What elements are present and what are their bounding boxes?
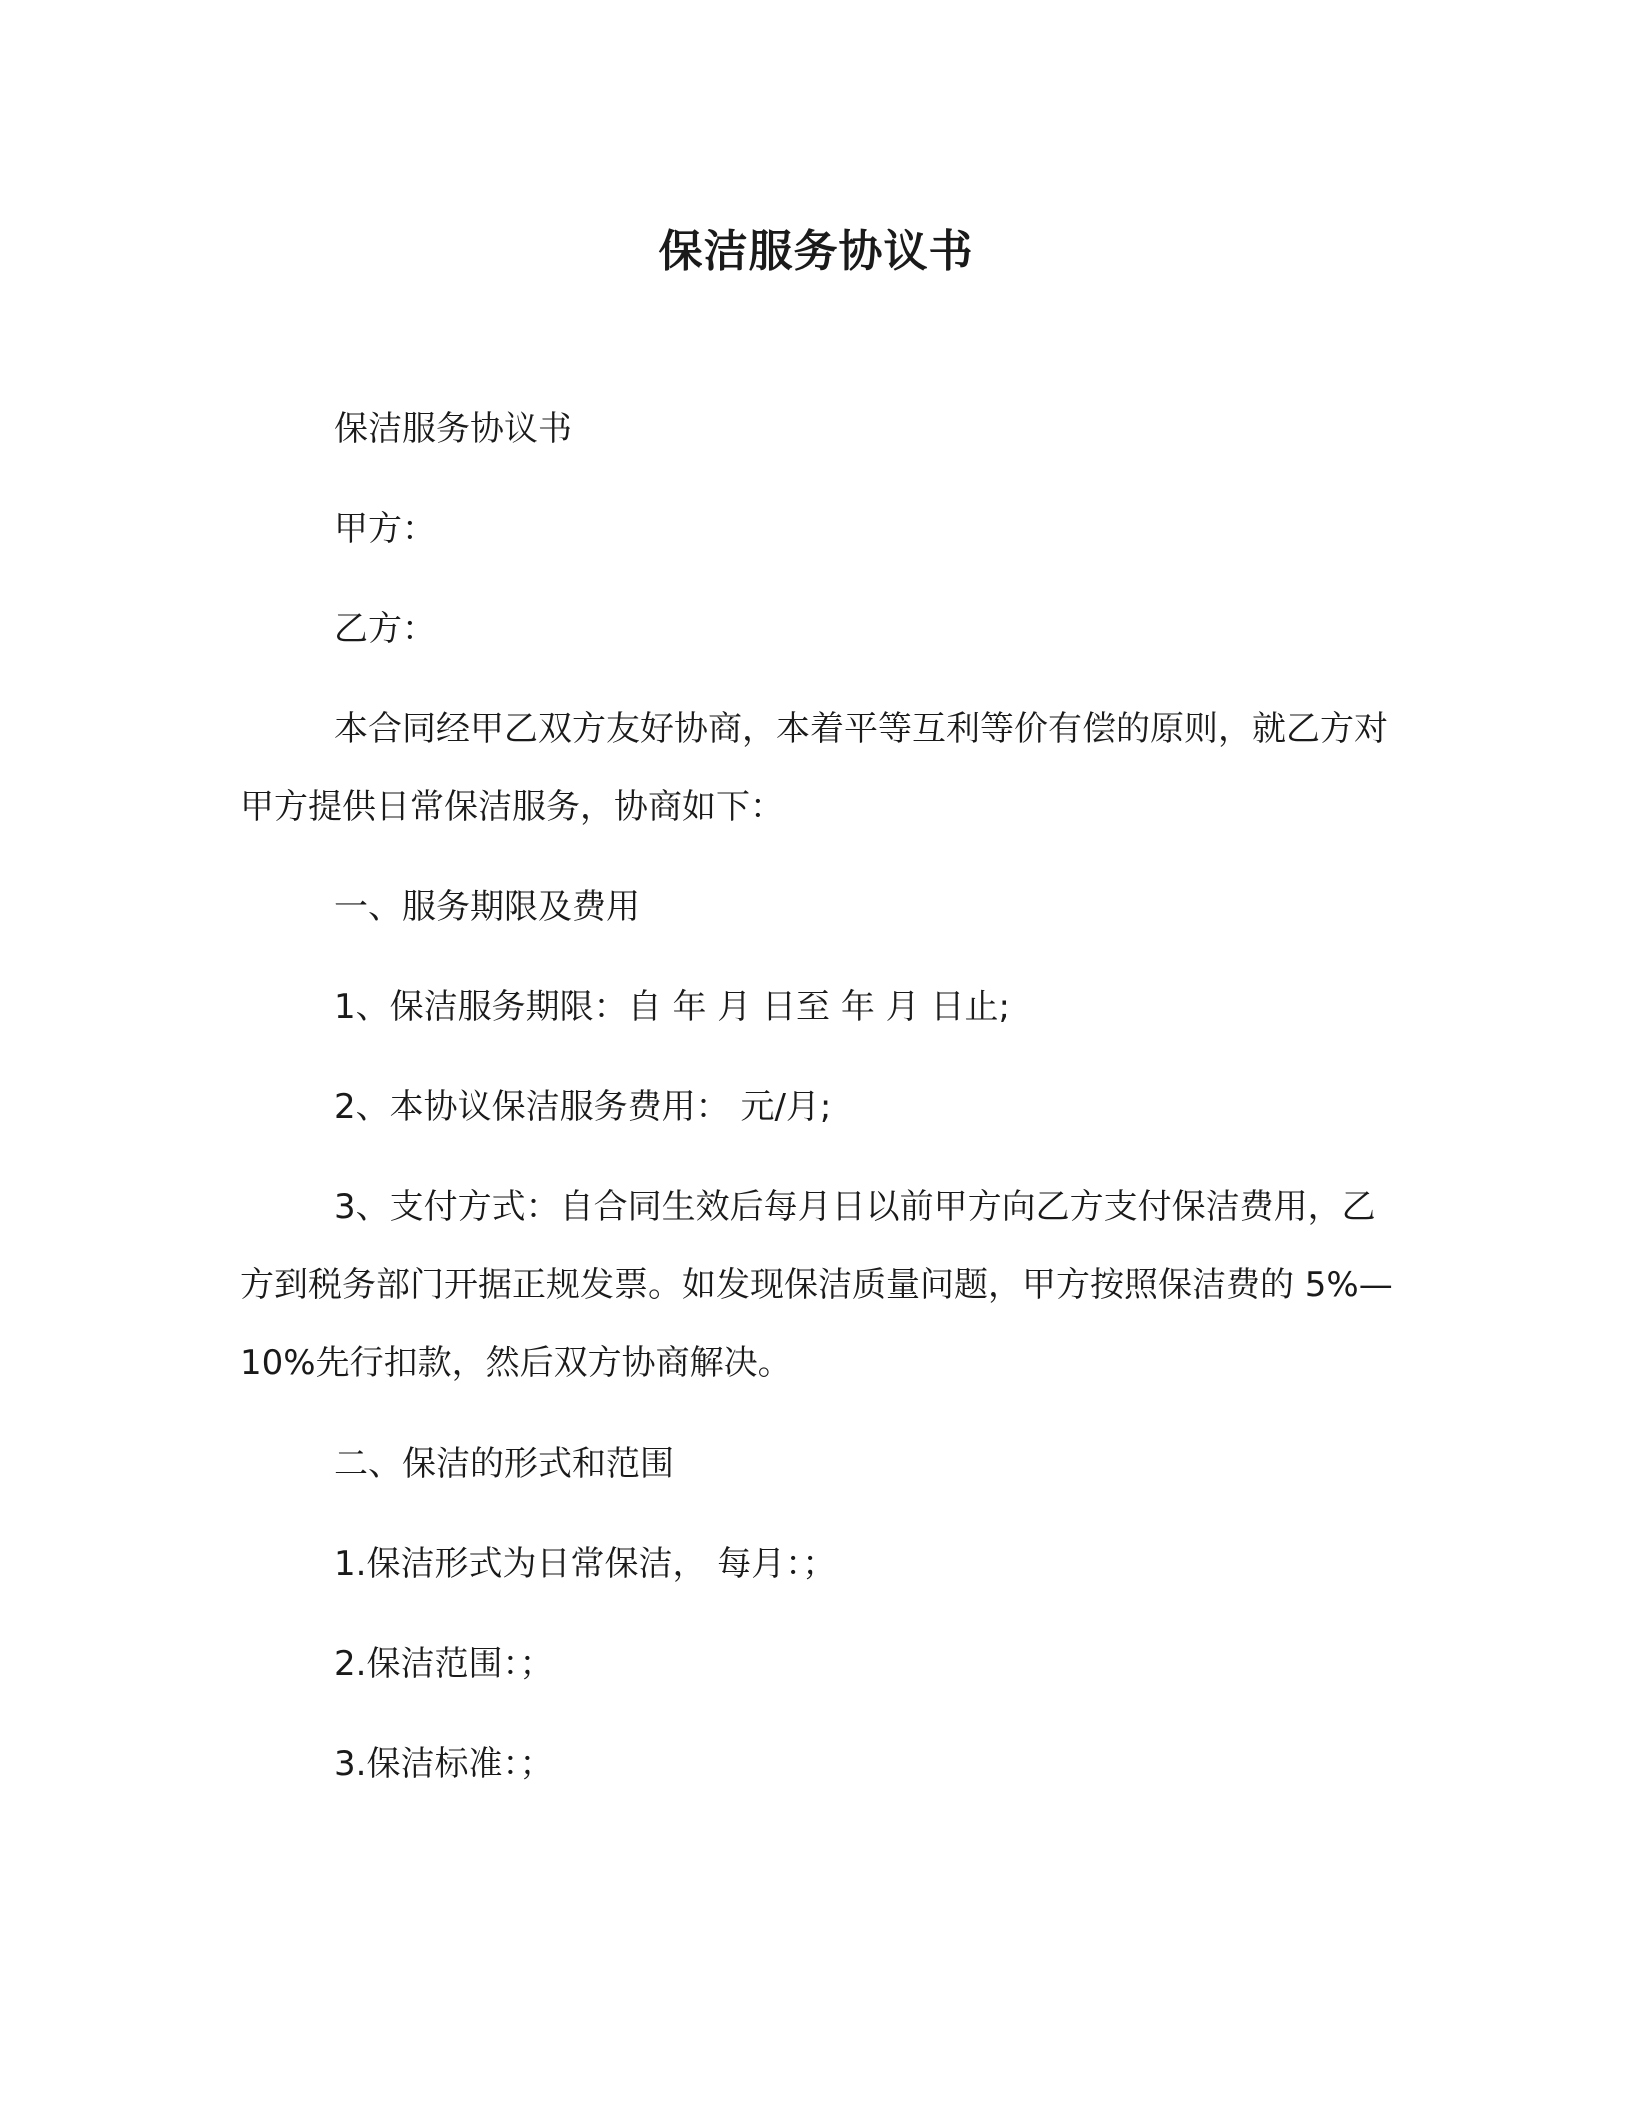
party-b-line: 乙方： [334, 609, 436, 649]
clause-2-2: 2.保洁范围：； [334, 1644, 554, 1684]
preamble-paragraph: 本合同经甲乙双方友好协商，本着平等互利等价有偿的原则，就乙方对甲方提供日常保洁服务，协商如下： [240, 709, 1388, 827]
clause-1-1: 1、保洁服务期限：自 年 月 日至 年 月 日止; [334, 987, 1010, 1027]
paragraph-heading: 保洁服务协议书 [334, 409, 572, 449]
clause-1-2: 2、本协议保洁服务费用： 元/月; [334, 1087, 832, 1127]
section-2-heading: 二、保洁的形式和范围 [334, 1444, 674, 1484]
clause-2-1: 1.保洁形式为日常保洁， 每月：； [334, 1544, 837, 1584]
clause-1-3: 3、支付方式：自合同生效后每月日以前甲方向乙方支付保洁费用，乙方到税务部门开据正规发票。如发现保洁质量问题，甲方按照保洁费的 5%—10%先行扣款，然后双方协商解决。 [240, 1187, 1393, 1383]
party-a-line: 甲方： [334, 509, 436, 549]
clause-2-3: 3.保洁标准：； [334, 1744, 554, 1784]
section-1-heading: 一、服务期限及费用 [334, 887, 640, 927]
document-title: 保洁服务协议书 [658, 226, 974, 277]
